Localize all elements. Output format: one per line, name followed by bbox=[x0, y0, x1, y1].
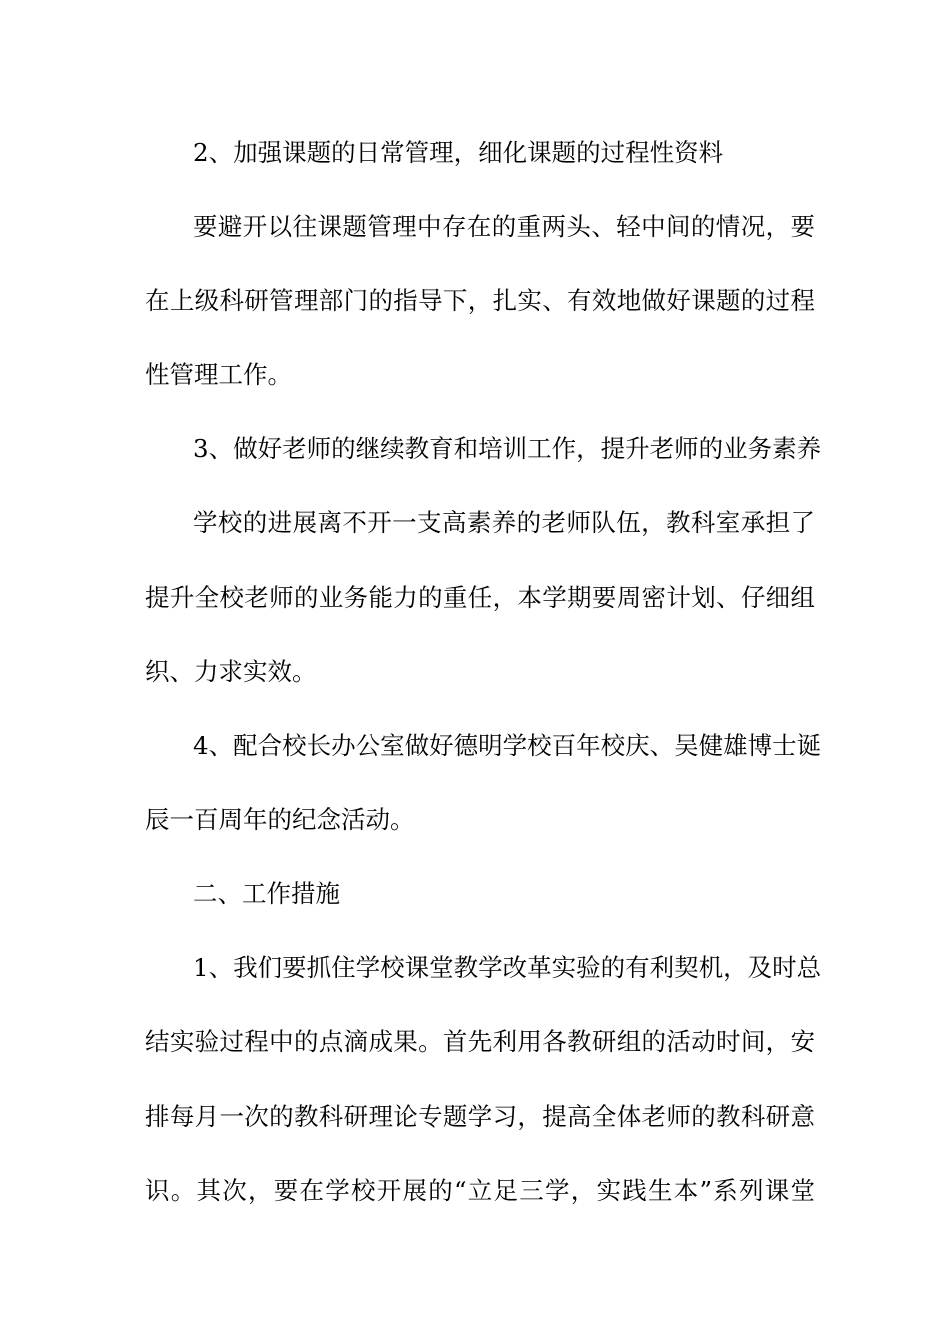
heading-item-3: 3、做好老师的继续教育和培训工作，提升老师的业务素养 bbox=[193, 434, 822, 463]
paragraph-line: 排每月一次的教科研理论专题学习，提高全体老师的教科研意 bbox=[145, 1102, 815, 1131]
paragraph-line: 织、力求实效。 bbox=[145, 657, 317, 686]
paragraph-line: 性管理工作。 bbox=[145, 360, 292, 389]
section-heading: 二、工作措施 bbox=[193, 879, 340, 908]
paragraph-line: 结实验过程中的点滴成果。首先利用各教研组的活动时间，安 bbox=[145, 1027, 815, 1056]
paragraph-line: 学校的进展离不开一支高素养的老师队伍，教科室承担了 bbox=[193, 508, 815, 537]
paragraph-line: 辰一百周年的纪念活动。 bbox=[145, 805, 415, 834]
paragraph-line: 要避开以往课题管理中存在的重两头、轻中间的情况，要 bbox=[193, 212, 815, 241]
paragraph-line: 识。其次，要在学校开展的“立足三学，实践生本”系列课堂 bbox=[145, 1176, 815, 1205]
paragraph-line: 提升全校老师的业务能力的重任，本学期要周密计划、仔细组 bbox=[145, 583, 815, 612]
heading-item-2: 2、加强课题的日常管理，细化课题的过程性资料 bbox=[193, 138, 724, 167]
paragraph-line: 在上级科研管理部门的指导下，扎实、有效地做好课题的过程 bbox=[145, 286, 815, 315]
paragraph-line: 1、我们要抓住学校课堂教学改革实验的有利契机，及时总 bbox=[193, 953, 822, 982]
heading-item-4: 4、配合校长办公室做好德明学校百年校庆、吴健雄博士诞 bbox=[193, 731, 822, 760]
